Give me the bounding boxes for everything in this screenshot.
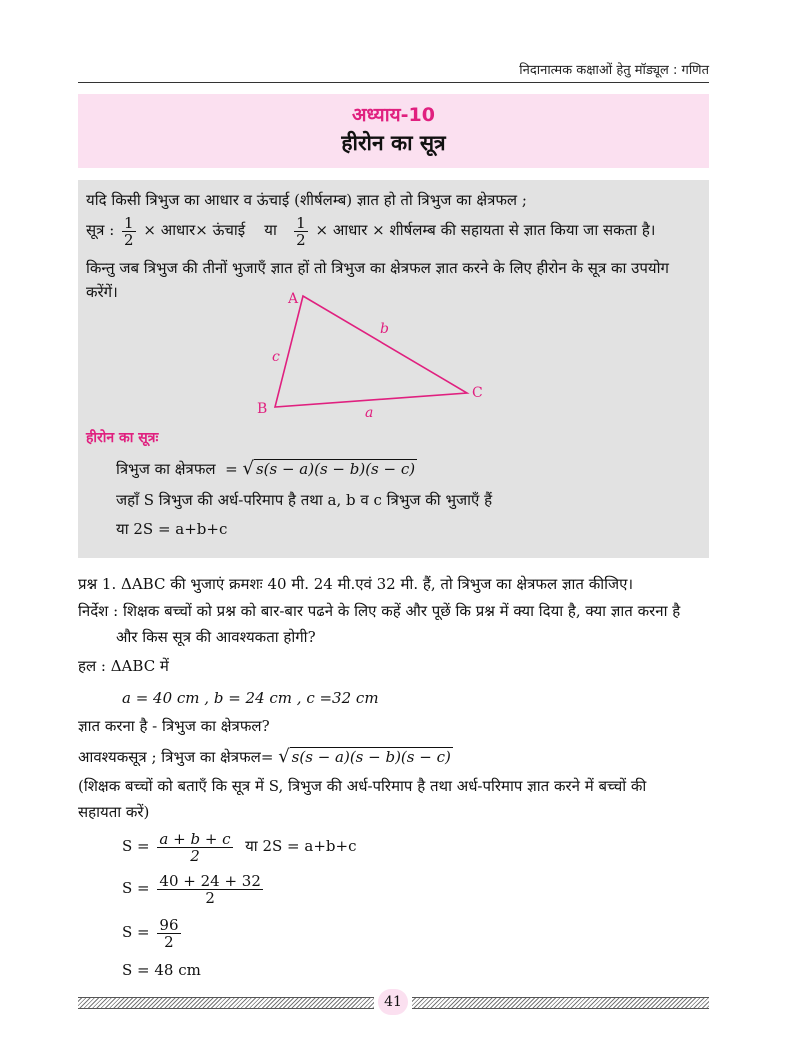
equals-sign: =	[225, 460, 238, 478]
half-fraction-1	[122, 215, 136, 248]
formula-prefix: सूत्र :	[86, 221, 115, 239]
step-1-denominator: 2	[190, 846, 200, 865]
footer-ornament-left	[78, 997, 374, 1009]
step-3-fraction	[157, 917, 180, 950]
step-1-fraction	[157, 831, 232, 864]
teacher-note-line-2: सहायता करें)	[78, 803, 150, 821]
to-find-line: ज्ञात करना है - त्रिभुज का क्षेत्रफल?	[78, 717, 270, 735]
intro-line-1: यदि किसी त्रिभुज का आधार व ऊंचाई (शीर्षलम्ब) ज्ञात हो तो त्रिभुज का क्षेत्रफल ;	[86, 191, 527, 209]
solution-label: हल : ΔABC में	[78, 657, 169, 675]
radicand: s(s − a)(s − b)(s − c)	[255, 460, 416, 478]
vertex-c-label: C	[472, 385, 483, 401]
side-c-label: c	[272, 349, 280, 365]
side-a-label: a	[365, 405, 374, 421]
instruction-line-2: और किस सूत्र की आवश्यकता होगी?	[116, 628, 316, 646]
chapter-title-box	[78, 94, 709, 168]
needed-formula-line	[78, 744, 453, 770]
instruction-line-1: निर्देश : शिक्षक बच्चों को प्रश्न को बार-बार पढने के लिए कहें और पूछें कि प्रश्न में क्या दिया है, क्या ज्ञात करना है	[78, 602, 681, 620]
frac-denominator: 2	[124, 230, 134, 249]
heron-where-line: जहाँ S त्रिभुज की अर्ध-परिमाप है तथा a, b व c त्रिभुज की भुजाएँ हैं	[116, 491, 493, 509]
teacher-note-line-1: (शिक्षक बच्चों को बताएँ कि सूत्र में S, त्रिभुज की अर्ध-परिमाप है तथा अर्ध-परिमाप ज्ञात करने में बच्चों की	[78, 777, 647, 795]
vertex-a-label: A	[288, 291, 299, 307]
step-2-lhs: S =	[122, 879, 150, 897]
intro-formula-line	[86, 212, 655, 248]
step-3	[122, 912, 184, 952]
page-footer	[78, 993, 709, 1011]
triangle-diagram	[240, 285, 500, 425]
chapter-title: हीरोन का सूत्र	[341, 131, 446, 155]
step-3-numerator: 96	[159, 915, 179, 934]
square-root: √ s(s − a)(s − b)(s − c)	[278, 746, 451, 767]
heron-formula-line	[116, 456, 417, 482]
step-1-or: या 2S = a+b+c	[245, 837, 357, 855]
running-header: निदानात्मक कक्षाओं हेतु मॉड्यूल : गणित	[519, 63, 709, 78]
radicand: s(s − a)(s − b)(s − c)	[291, 748, 451, 766]
step-1-numerator: a + b + c	[159, 829, 231, 848]
chapter-number: अध्याय-10	[352, 104, 435, 126]
step-2-numerator: 40 + 24 + 32	[159, 871, 261, 890]
step-1	[122, 826, 356, 866]
intro-line-4: करेंगें।	[86, 283, 118, 301]
header-rule	[78, 82, 709, 83]
step-4: S = 48 cm	[122, 961, 201, 979]
vertex-b-label: B	[257, 401, 268, 417]
triangle-shape	[275, 296, 467, 407]
formula-part-2: × आधार × शीर्षलम्ब की सहायता से ज्ञात किया जा सकता है।	[315, 221, 656, 239]
step-1-lhs: S =	[122, 837, 150, 855]
given-values: a = 40 cm , b = 24 cm , c =32 cm	[122, 689, 379, 707]
formula-or: या	[264, 221, 277, 239]
area-label: त्रिभुज का क्षेत्रफल	[116, 460, 216, 478]
formula-part-1: × आधार× ऊंचाई	[143, 221, 246, 239]
heron-or-line: या 2S = a+b+c	[116, 520, 228, 538]
frac-numerator: 1	[124, 213, 134, 232]
intro-line-3: किन्तु जब त्रिभुज की तीनों भुजाएँ ज्ञात हों तो त्रिभुज का क्षेत्रफल ज्ञात करने के लिए हीरोन के सूत्र का उपयोग	[86, 259, 669, 277]
frac-denominator: 2	[296, 230, 306, 249]
heron-formula-label: हीरोन का सूत्रः	[86, 430, 159, 446]
question-1: प्रश्न 1. ΔABC की भुजाएं क्रमशः 40 मी. 24 मी.एवं 32 मी. हैं, तो त्रिभुज का क्षेत्रफल ज्ञात कीजिए।	[78, 575, 634, 593]
page-number: 41	[378, 989, 408, 1015]
step-3-denominator: 2	[164, 932, 174, 951]
side-b-label: b	[380, 321, 389, 337]
square-root: √ s(s − a)(s − b)(s − c)	[242, 458, 416, 479]
step-2-denominator: 2	[205, 888, 215, 907]
half-fraction-2	[294, 215, 308, 248]
step-3-lhs: S =	[122, 923, 150, 941]
needed-formula-label: आवश्यकसूत्र ; त्रिभुज का क्षेत्रफल=	[78, 748, 274, 766]
footer-ornament-right	[412, 997, 709, 1009]
step-2	[122, 868, 266, 908]
step-2-fraction	[157, 873, 262, 906]
frac-numerator: 1	[296, 213, 306, 232]
